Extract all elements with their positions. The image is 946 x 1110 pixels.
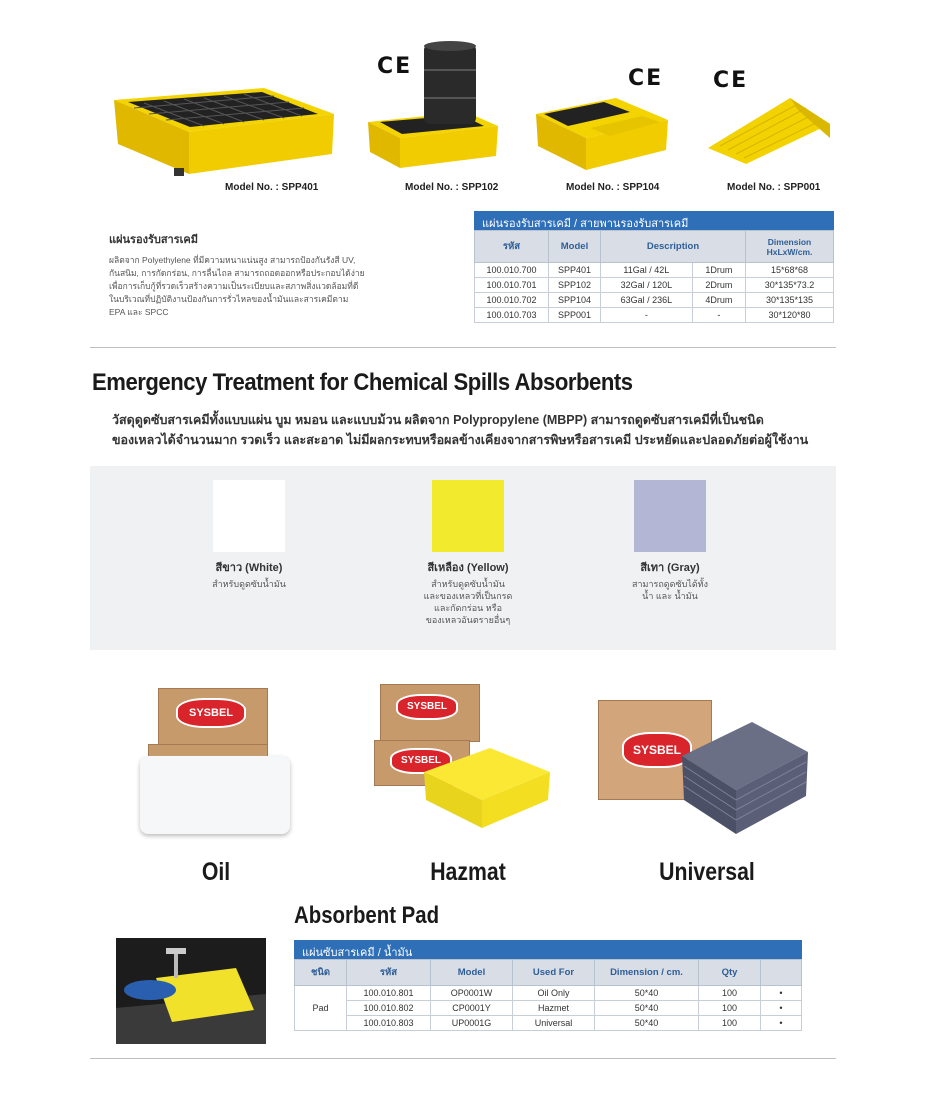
col-used-for: Used For [513, 960, 595, 986]
cell: SPP401 [549, 263, 601, 278]
color-options [90, 466, 836, 650]
tray-spec-table [474, 211, 834, 323]
cell: 63Gal / 236L [601, 293, 693, 308]
yellow-label: สีเหลือง (Yellow) [427, 562, 509, 574]
desc-line: น้ำ และ น้ำมัน [642, 591, 698, 601]
table-row [475, 278, 834, 293]
cell: 50*40 [595, 986, 699, 1001]
cell: Universal [513, 1016, 595, 1031]
white-pad-stack [140, 756, 290, 834]
cell: 100.010.803 [347, 1016, 431, 1031]
oil-product-photo [136, 686, 296, 846]
cell: 100 [699, 1001, 761, 1016]
cell: SPP104 [549, 293, 601, 308]
cell: SPP001 [549, 308, 601, 323]
ce-mark-icon: CE [713, 68, 749, 93]
white-label: สีขาว (White) [215, 562, 283, 574]
section-divider [90, 347, 836, 348]
spp001-image [706, 96, 832, 166]
cell: SPP102 [549, 278, 601, 293]
cell: 100.010.802 [347, 1001, 431, 1016]
cell: 50*40 [595, 1001, 699, 1016]
cell: 30*135*73.2 [746, 278, 834, 293]
hazmat-label: Hazmat [430, 858, 506, 886]
cell: Oil Only [513, 986, 595, 1001]
universal-label: Universal [659, 858, 755, 886]
col-description: Description [601, 231, 746, 263]
cell: • [761, 1001, 802, 1016]
desc-line: และของเหลวที่เป็นกรด [423, 591, 513, 601]
col-type: ชนิด [295, 960, 347, 986]
desc-line: สามารถดูดซับได้ทั้ง [631, 579, 709, 589]
desc-line: และกัดกร่อน หรือ [434, 603, 502, 613]
model-label-spp001: Model No. : SPP001 [727, 182, 821, 193]
cell: 30*120*80 [746, 308, 834, 323]
col-qty: Qty [699, 960, 761, 986]
cell: 11Gal / 42L [601, 263, 693, 278]
desc-line: วัสดุดูดซับสารเคมีทั้งแบบแผ่น บูม หมอน และแบบม้วน ผลิตจาก Polypropylene (MBPP) สามารถดูดซับสารเคมีที่เป็นชนิด [112, 413, 764, 427]
tray-info-title: แผ่นรองรับสารเคมี [109, 234, 198, 246]
model-label-spp104: Model No. : SPP104 [566, 182, 660, 193]
absorbent-pad-title: Absorbent Pad [294, 902, 440, 929]
model-label-spp401: Model No. : SPP401 [225, 182, 319, 193]
cell: 4Drum [692, 293, 745, 308]
cell: 50*40 [595, 1016, 699, 1031]
col-dimension: Dimension HxLxW/cm. [746, 231, 834, 263]
oil-label: Oil [201, 858, 231, 886]
universal-product-photo [594, 694, 814, 844]
cell: 100.010.703 [475, 308, 549, 323]
table-row [295, 1001, 802, 1016]
cell: 1Drum [692, 263, 745, 278]
ce-mark-icon: CE [377, 54, 413, 79]
tray-info [109, 230, 429, 319]
cell: 100.010.701 [475, 278, 549, 293]
cell: OP0001W [431, 986, 513, 1001]
cell: Hazmet [513, 1001, 595, 1016]
ce-mark-icon: CE [628, 66, 664, 91]
white-desc [179, 578, 319, 590]
product-row [0, 0, 946, 200]
col-model: Model [549, 231, 601, 263]
bottom-divider [90, 1058, 836, 1059]
cell: • [761, 1016, 802, 1031]
table-row [475, 293, 834, 308]
cell: - [601, 308, 693, 323]
brand-logo: SYSBEL [622, 732, 692, 768]
table-row [295, 986, 802, 1001]
gray-swatch [634, 480, 706, 552]
tray-info-body [109, 254, 429, 319]
info-line: กันสนิม, การกัดกร่อน, การลื่นไถล สามารถถอดออกหรือประกอบได้ง่าย [109, 268, 365, 278]
desc-line: สำหรับดูดซับน้ำมัน [431, 579, 505, 589]
brand-logo: SYSBEL [176, 698, 246, 728]
gray-label: สีเทา (Gray) [640, 562, 700, 574]
model-label-spp102: Model No. : SPP102 [405, 182, 499, 193]
info-line: ในบริเวณที่ปฏิบัติงานป้องกันการรั่วไหลของน้ำมันและสารเคมีตาม [109, 294, 349, 304]
gray-desc [600, 578, 740, 602]
table-row [475, 308, 834, 323]
pad-table-title: แผ่นซับสารเคมี / น้ำมัน [294, 940, 802, 959]
cell: • [761, 986, 802, 1001]
white-swatch [213, 480, 285, 552]
col-dimension: Dimension / cm. [595, 960, 699, 986]
col-code: รหัส [475, 231, 549, 263]
tray-table-title: แผ่นรองรับสารเคมี / สายพานรองรับสารเคมี [474, 211, 834, 230]
cell: 2Drum [692, 278, 745, 293]
type-cell: Pad [295, 986, 347, 1031]
cell: 15*68*68 [746, 263, 834, 278]
yellow-pad-stack [420, 742, 552, 832]
brand-logo: SYSBEL [390, 748, 452, 774]
info-line: เพื่อการเก็บกู้ที่รวดเร็วสร้างความเป็นระเบียบและสภาพสิ่งแวดล้อมที่ดี [109, 281, 359, 291]
col-model: Model [431, 960, 513, 986]
cell: UP0001G [431, 1016, 513, 1031]
cell: 30*135*135 [746, 293, 834, 308]
table-row [295, 1016, 802, 1031]
info-line: EPA และ SPCC [109, 307, 169, 317]
desc-line: สำหรับดูดซับน้ำมัน [212, 579, 286, 589]
emergency-description [112, 410, 808, 450]
emergency-title: Emergency Treatment for Chemical Spills Absorbents [92, 369, 633, 396]
cell: 32Gal / 120L [601, 278, 693, 293]
cell: 100.010.700 [475, 263, 549, 278]
absorbent-pad-table [294, 940, 802, 1031]
cell: 100 [699, 1016, 761, 1031]
cell: 100.010.801 [347, 986, 431, 1001]
col-extra [761, 960, 802, 986]
table-row [475, 263, 834, 278]
brand-logo: SYSBEL [396, 694, 458, 720]
spp104-image [534, 92, 670, 174]
desc-line: ของเหลวอันตรายอื่นๆ [425, 615, 511, 625]
col-code: รหัส [347, 960, 431, 986]
info-line: ผลิตจาก Polyethylene ที่มีความหนาแน่นสูง สามารถป้องกันรังสี UV, [109, 255, 356, 265]
gray-pad-stack [674, 714, 810, 838]
pad-usage-photo [116, 938, 266, 1044]
yellow-swatch [432, 480, 504, 552]
spp401-image [104, 82, 340, 180]
cell: CP0001Y [431, 1001, 513, 1016]
cell: 100.010.702 [475, 293, 549, 308]
cell: - [692, 308, 745, 323]
hazmat-product-photo [370, 682, 560, 842]
cell: 100 [699, 986, 761, 1001]
desc-line: ของเหลวได้จำนวนมาก รวดเร็ว และสะอาด ไม่มีผลกระทบหรือผลข้างเคียงจากสารพิษหรือสารเคมี ประหยัดและปลอดภัยต่อผู้ใช้งาน [112, 433, 809, 447]
yellow-desc [398, 578, 538, 626]
